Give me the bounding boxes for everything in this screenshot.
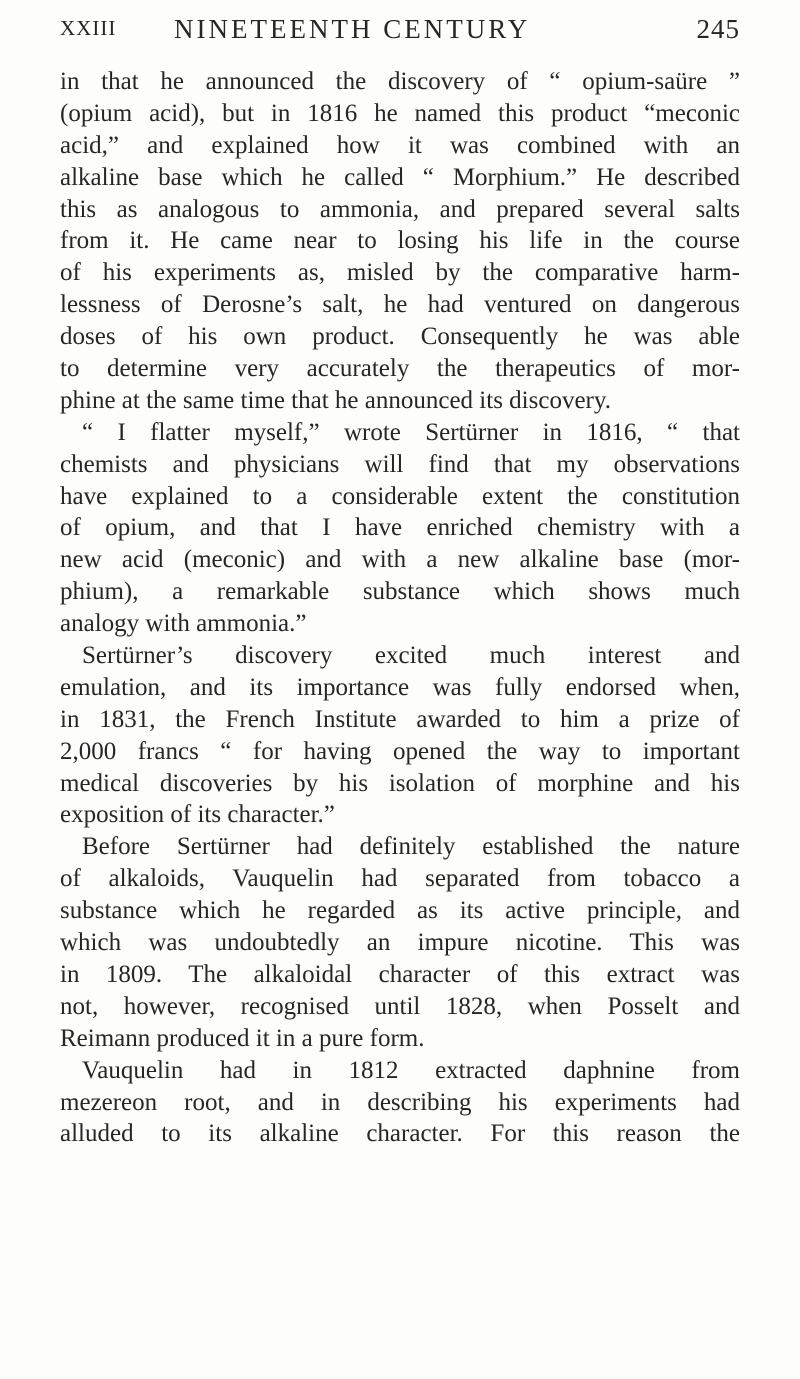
text-line: mezereon root, and in describing his experiments had [60,1088,740,1116]
text-line: “ I flatter myself,” wrote Sertürner in 1816, “ that [82,418,740,446]
text-line: substance which he regarded as its active principle, and [60,897,740,925]
text-line: Reimann produced it in a pure form. [60,1024,425,1052]
body-text [60,66,740,1150]
text-line: phium), a remarkable substance which shows much [60,578,740,606]
text-line: Before Sertürner had definitely established the nature [82,833,740,861]
text-line: of opium, and that I have enriched chemistry with a [60,514,740,542]
text-line: chemists and physicians will find that my observations [60,450,740,478]
text-line: Sertürner’s discovery excited much interest and [82,642,740,670]
page-number: 245 [696,14,740,44]
text-line: alluded to its alkaline character. For this reason the [60,1120,740,1148]
text-line: not, however, recognised until 1828, when Posselt and [60,992,740,1020]
text-line: of his experiments as, misled by the comparative harm- [60,259,740,287]
text-line: alkaline base which he called “ Morphium.” He described [60,163,740,191]
text-line: have explained to a considerable extent the constitution [60,482,740,510]
text-line: acid,” and explained how it was combined with an [60,131,740,159]
text-line: lessness of Derosne’s salt, he had ventured on dangerous [60,291,740,319]
text-line: exposition of its character.” [60,801,335,829]
text-line: to determine very accurately the therapeutics of mor- [60,355,740,383]
text-line: Vauquelin had in 1812 extracted daphnine from [82,1056,740,1084]
text-line: of alkaloids, Vauquelin had separated from tobacco a [60,865,740,893]
running-title: NINETEENTH CENTURY [174,14,531,44]
text-line: from it. He came near to losing his life in the course [60,227,740,255]
chapter-number: XXIII [60,16,117,40]
text-line: new acid (meconic) and with a new alkaline base (mor- [60,546,740,574]
text-line: in that he announced the discovery of “ opium-saüre ” [60,68,740,95]
running-head [60,14,740,54]
text-line: which was undoubtedly an impure nicotine. This was [60,929,740,957]
text-line: in 1809. The alkaloidal character of this extract was [60,960,740,988]
text-line: 2,000 francs “ for having opened the way to important [60,737,740,765]
text-line: phine at the same time that he announced its discovery. [60,386,611,414]
text-line: emulation, and its importance was fully endorsed when, [60,673,740,701]
text-line: this as analogous to ammonia, and prepared several salts [60,195,740,223]
text-line: medical discoveries by his isolation of morphine and his [60,769,740,797]
text-line: doses of his own product. Consequently he was able [60,323,740,351]
text-line: (opium acid), but in 1816 he named this product “meconic [60,99,740,127]
text-line: analogy with ammonia.” [60,610,307,638]
text-line: in 1831, the French Institute awarded to him a prize of [60,705,740,733]
